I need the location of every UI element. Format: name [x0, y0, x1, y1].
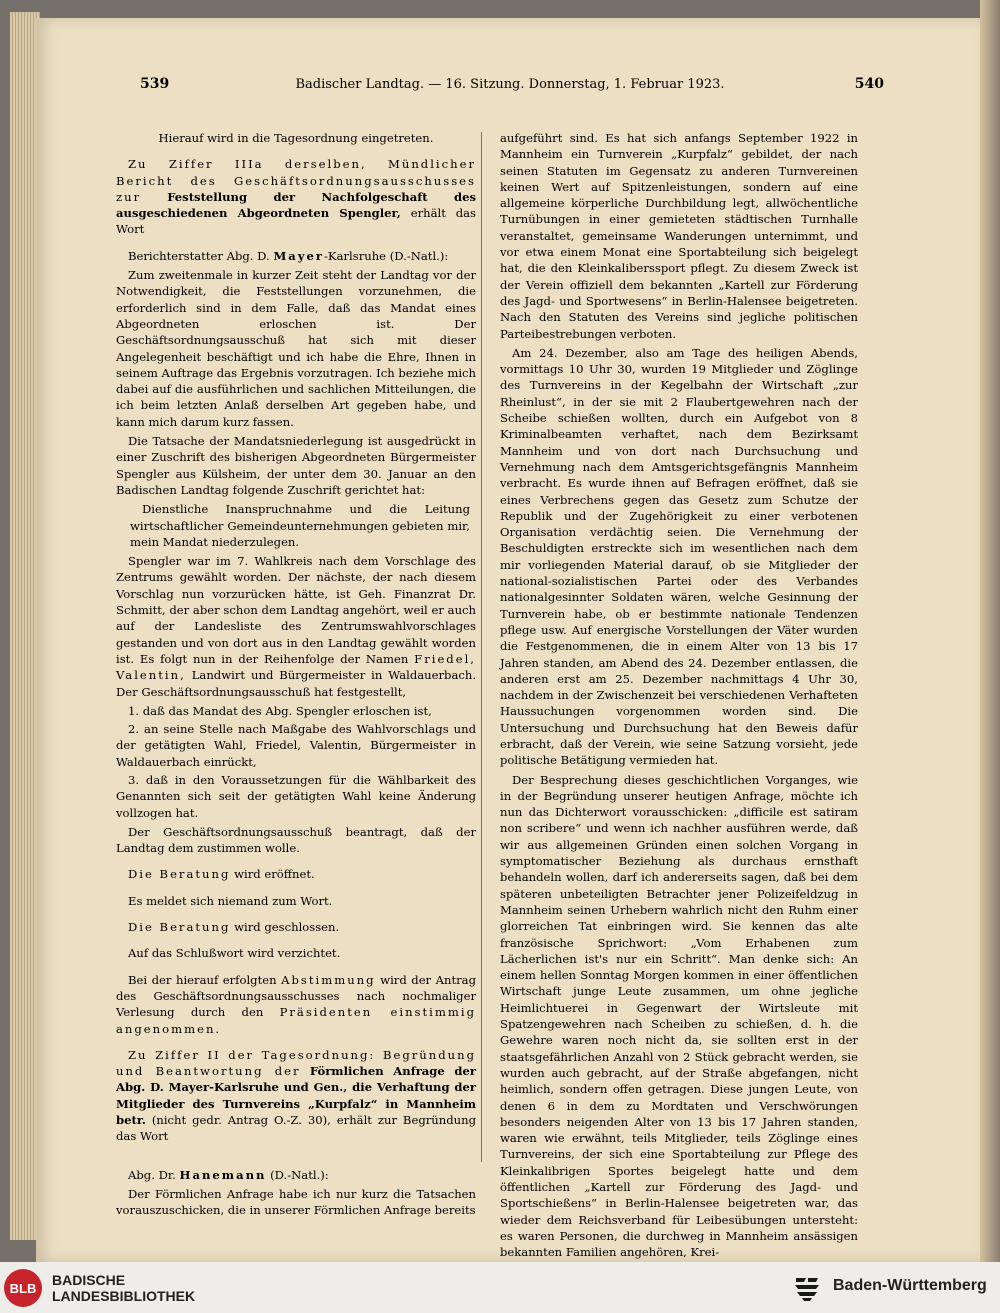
library-line-2: LANDESBIBLIOTHEK — [52, 1288, 196, 1304]
list-item: 1. daß das Mandat des Abg. Spengler erloschen ist, — [128, 703, 432, 718]
agenda-item — [116, 1047, 476, 1145]
bold-title: Feststellung der Nachfolgeschaft des ausgeschiedenen Abgeordneten Spengler, — [116, 189, 476, 221]
agenda-item — [116, 156, 476, 237]
spaced-name: Friedel, Valentin, — [116, 651, 476, 683]
column-rule — [481, 132, 482, 1162]
left-column — [116, 130, 476, 1222]
state-lions-icon — [790, 1270, 824, 1304]
text: (nicht gedr. Antrag O.-Z. 30), erhält zur Begründung das Wort — [116, 1113, 476, 1144]
footer-bar — [0, 1262, 1000, 1313]
page-number-right: 540 — [854, 76, 884, 92]
text: (D.-Natl.): — [270, 1167, 329, 1182]
page-number-left: 539 — [140, 76, 170, 92]
right-column — [500, 130, 858, 1262]
paragraph: Der Förmlichen Anfrage habe ich nur kurz die Tatsachen vorauszuschicken, die in unserer Förmlichen Anfrage bereits — [116, 1186, 476, 1218]
speaker-name: Hanemann — [179, 1167, 267, 1182]
speaker-line — [116, 1167, 476, 1183]
paragraph — [116, 972, 476, 1037]
paragraph: Hierauf wird in die Tagesordnung eingetreten. — [158, 131, 434, 145]
text: Bei der hierauf erfolgten — [128, 972, 277, 987]
text: Berichterstatter Abg. D. — [128, 248, 270, 263]
findings-list — [116, 703, 476, 821]
paragraph: Der Geschäftsordnungsausschuß beantragt, daß der Landtag dem zustimmen wolle. — [116, 824, 476, 856]
list-item: 2. an seine Stelle nach Maßgabe des Wahlvorschlags und der getätigten Wahl, Friedel, Valentin, Bürgermeister in Waldauerbach einrückt, — [116, 722, 476, 769]
bold-title: Förmlichen Anfrage der Abg. D. Mayer-Karlsruhe und Gen., die Verhaftung der Mitglieder des Turnvereins „Kurpfalz“ in Mannheim betr. — [116, 1064, 476, 1128]
running-title: Badischer Landtag. — 16. Sitzung. Donnerstag, 1. Februar 1923. — [295, 77, 725, 92]
state-name[interactable]: Baden-Württemberg — [833, 1277, 987, 1294]
text: wird eröffnet. — [234, 867, 315, 882]
paragraph: Es meldet sich niemand zum Wort. — [128, 893, 333, 908]
spaced-text: Zu Ziffer II der Tagesordnung: Begründung und Beantwortung der — [116, 1047, 476, 1079]
speaker-name: Mayer — [273, 248, 325, 263]
paragraph — [116, 919, 476, 935]
paragraph: Der Besprechung dieses geschichtlichen Vorganges, wie in der Begründung unserer heutigen Anfrage, möchte ich nun das Dichterwort vorausschicken: „difficile est satiram non scribere“ und wenn ich nachher ausführen werde, daß wir aus allgemeinen Gründen einen solchen Vorgang in symptomatischer Beziehung als durchaus ernsthaft behandeln wollen, darf ich andererseits sagen, daß bei dem späteren unbeteiligten Betrachter jener Polizeifeldzug in Mannheim seinen Urhebern wahrlich nicht den Ruhm einer glorreichen Tat einbringen wird. Sie kennen das alte französische Sprichwort: „Vom Erhabenen zum Lächerlichen ist's nur ein Schritt“. Man denke sich: An einem hellen Sonntag Morgen kommen in einer öffentlichen Wirtschaft junge Leute zusammen, um ohne jegliche Heimlichtuerei in Gegenwart der Wirtsleute mit Spatzengewehren nach Scheiben zu schießen, d. h. die Gewehre waren noch nicht da, sie sollten erst in der staatsgefährlichen Anzahl von 2 Stück gebracht werden, sie wurden auch gebracht, auf der Straße abgefangen, nicht heimlich, sondern offen getragen. Diese jungen Leute, von denen 6 in dem zu Mordtaten und Verschwörungen besonders neigenden Alter von 13 bis 17 Jahren standen, waren wie erwähnt, teils Mitglieder, teils Zöglinge eines Turnvereins, der sich eine Sportabteilung zur Pflege des Kleinkalibrigen Sportes beigelegt hatte und dem öffentlichen „Kartell zur Förderung des Jagd- und Sportschießens“ in Berlin-Halensee beigetreten war, das wieder dem Reichsverband für Leibesübungen untersteht: es waren Personen, die durchweg in Mannheim ansässigen bekannten Familien angehören, Krei- — [500, 772, 858, 1260]
spaced-text: Die Beratung — [128, 867, 231, 882]
right-page-edge — [980, 0, 1000, 1262]
library-line-1: BADISCHE — [52, 1272, 126, 1288]
spaced-text: Präsidenten einstimmig angenommen. — [116, 1005, 476, 1036]
spaced-text: Die Beratung — [128, 920, 231, 935]
text: Landwirt und Bürgermeister in Waldauerbach. Der Geschäftsordnungsausschuß hat festgestellt, — [116, 668, 477, 699]
paragraph: Die Tatsache der Mandatsniederlegung ist ausgedrückt in einer Zuschrift des bisherigen Abgeordneten Bürgermeister Spengler aus Külsheim, der unter dem 30. Januar an den Badischen Landtag folgende Zuschrift gerichtet hat: — [116, 434, 476, 497]
paragraph — [116, 553, 476, 700]
paragraph: Zum zweitenmale in kurzer Zeit steht der Landtag vor der Notwendigkeit, die Feststellungen vorzunehmen, die erforderlich sind in dem Falle, daß das Mandat eines Abgeordneten erloschen ist. Der Geschäftsordnungsausschuß hat sich mit dieser Angelegenheit beschäftigt und ich habe die Ehre, Ihnen in seinem Auftrage das Ergebnis vorzutragen. Ich beziehe mich dabei auf die ausführlichen und sachlichen Mitteilungen, die ich beim letzten Anlaß derselben Art gegeben habe, und kann mich darum kurz fassen. — [116, 268, 476, 429]
paragraph — [116, 866, 476, 882]
spaced-text: Abstimmung — [281, 972, 376, 987]
speaker-line — [116, 248, 476, 264]
spaced-text: Zu Ziffer IIIa derselben, Mündlicher Bericht des Geschäftsordnungsausschusses zur — [116, 157, 476, 204]
quotation: Dienstliche Inanspruchnahme und die Leitung wirtschaftlicher Gemeindeunternehmungen gebieten mir, mein Mandat niederzulegen. — [130, 502, 470, 549]
paragraph: Auf das Schlußwort wird verzichtet. — [128, 946, 341, 961]
paragraph: aufgeführt sind. Es hat sich anfangs September 1922 in Mannheim ein Turnverein „Kurpfalz“ gebildet, der nach seinen Statuten im Gegensatz zu anderen Turnvereinen keinen Wert auf Spitzenleistungen, sondern auf eine allgemeine körperliche Durchbildung legt, allwöchentliche Turnübungen in einer gemieteten städtischen Turnhalle veranstaltet, gemeinsame Wanderungen unternimmt, und vor etwa einem Monat eine Sportabteilung sich beigelegt hat, die den Kleinkaliberssport pflegt. Zu diesem Zweck ist der Verein offiziell dem bekannten „Kartell zur Förderung des Jagd- und Sportwesens“ in Berlin-Halensee beigetreten. Nach den Statuten des Vereins sind jegliche politischen Parteibestrebungen verboten. — [500, 131, 858, 341]
text: wird geschlossen. — [234, 920, 340, 935]
library-name[interactable] — [52, 1272, 195, 1304]
text: Abg. Dr. — [128, 1167, 176, 1182]
text: erhält das Wort — [116, 206, 477, 237]
text: wird der Antrag des Geschäftsordnungsausschusses nach nochmaliger Verlesung durch den — [116, 972, 477, 1020]
text: Spengler war im 7. Wahlkreis nach dem Vorschlage des Zentrums gewählt worden. Der nächste, der nach diesem Vorschlag nun vorzurücken hätte, ist Geh. Finanzrat Dr. Schmitt, der aber schon dem Landtag angehört, weil er auch auf der Landesliste des Zentrumswahlvorschlages gestanden und von dort aus in den Landtag gewählt worden ist. Es folgt nun in der Reihenfolge der Namen — [116, 554, 476, 666]
paragraph: Am 24. Dezember, also am Tage des heiligen Abends, vormittags 10 Uhr 30, wurden 19 Mitglieder und Zöglinge des Turnvereins in der Kegelbahn der Wirtschaft „zur Rheinlust“, in der sie mit 2 Flaubertgewehren nach der Scheibe schießen wollten, durch ein Aufgebot von 8 Kriminalbeamten verhaftet, nach dem Bezirksamt Mannheim und von dort nach Durchsuchung und Vernehmung nach dem Amtsgerichtsgefängnis Mannheim verbracht. Es wurde ihnen auf Befragen eröffnet, daß sie eines Verbrechens gegen das Gesetz zum Schutze der Republik und der Zugehörigkeit zu einer verbotenen Organisation verdächtig seien. Die Vernehmung der Beschuldigten erstreckte sich im wesentlichen nach dem mir vorliegenden Material darauf, ob sie Mitglieder der national-sozialistischen Partei oder des Verbandes nationalgesinnter Soldaten wären, welche Gesinnung der Turnverein habe, ob er bestimmte nationale Tendenzen pflege usw. Auf energische Vorstellungen der Väter wurden die Festgenommenen, die in einem Alter von 13 bis 17 Jahren standen, am Abend des 24. Dezember entlassen, die anderen erst am 25. Dezember nachmittags 4 Uhr 30, nachdem in der Zwischenzeit bei verschiedenen Verhafteten Haussuchungen vorgenommen worden sind. Die Untersuchung und Durchsuchung hat den Beweis dafür erbracht, daß der Verein, wie seine Satzung vorsieht, jede politische Betätigung vermieden hat. — [500, 345, 858, 768]
list-item: 3. daß in den Voraussetzungen für die Wählbarkeit des Genannten sich seit der getätigten Wahl keine Änderung vollzogen hat. — [116, 772, 476, 820]
text: -Karlsruhe (D.-Natl.): — [324, 248, 449, 263]
blb-logo[interactable]: BLB — [4, 1269, 42, 1307]
